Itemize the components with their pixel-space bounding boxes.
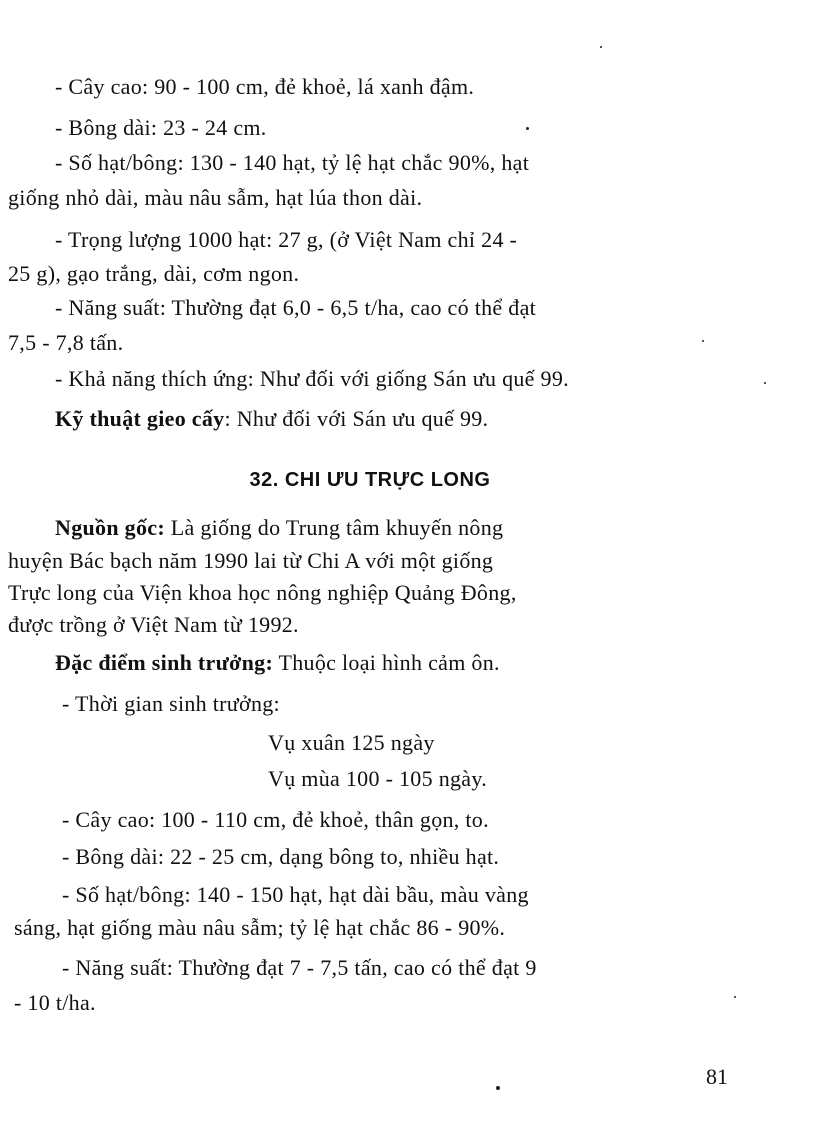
scan-speck xyxy=(734,996,736,998)
text-line: - Năng suất: Thường đạt 7 - 7,5 tấn, cao có thể đạt 9 xyxy=(62,955,537,980)
section-title: 32. CHI ƯU TRỰC LONG xyxy=(249,469,491,491)
text-line: - Cây cao: 100 - 110 cm, đẻ khoẻ, thân gọn, to. xyxy=(62,807,489,832)
origin-label: Nguồn gốc: xyxy=(55,515,165,540)
text-line: Trực long của Viện khoa học nông nghiệp Quảng Đông, xyxy=(8,580,517,605)
text-line: sáng, hạt giống màu nâu sẫm; tỷ lệ hạt chắc 86 - 90%. xyxy=(14,915,506,940)
text-line: - Năng suất: Thường đạt 6,0 - 6,5 t/ha, cao có thể đạt xyxy=(55,295,537,320)
technique-text: : Như đối với Sán ưu quế 99. xyxy=(224,406,489,431)
text-line: huyện Bác bạch năm 1990 lai từ Chi A với một giống xyxy=(8,548,494,573)
growth-paragraph xyxy=(55,648,500,678)
text-line: - Số hạt/bông: 140 - 150 hạt, hạt dài bầu, màu vàng xyxy=(62,882,529,907)
text-line: được trồng ở Việt Nam từ 1992. xyxy=(8,612,299,637)
origin-paragraph xyxy=(55,513,503,543)
growth-label: Đặc điểm sinh trưởng: xyxy=(55,650,274,675)
text-line: giống nhỏ dài, màu nâu sẫm, hạt lúa thon dài. xyxy=(8,185,423,210)
scan-speck xyxy=(496,1086,500,1090)
technique-paragraph xyxy=(55,404,488,434)
text-line: - Bông dài: 22 - 25 cm, dạng bông to, nhiều hạt. xyxy=(62,844,500,869)
growth-text: Thuộc loại hình cảm ôn. xyxy=(273,650,500,675)
page-number: 81 xyxy=(706,1064,728,1089)
text-line: - Cây cao: 90 - 100 cm, đẻ khoẻ, lá xanh đậm. xyxy=(55,74,475,99)
text-line: Vụ xuân 125 ngày xyxy=(268,730,435,755)
scan-speck xyxy=(702,340,704,342)
text-line: Vụ mùa 100 - 105 ngày. xyxy=(268,766,488,791)
text-line: - 10 t/ha. xyxy=(14,990,96,1015)
text-line: - Thời gian sinh trưởng: xyxy=(62,691,280,716)
origin-text: Là giống do Trung tâm khuyến nông xyxy=(164,515,504,540)
text-line: - Số hạt/bông: 130 - 140 hạt, tỷ lệ hạt chắc 90%, hạt xyxy=(55,150,530,175)
text-line: - Bông dài: 23 - 24 cm. xyxy=(55,115,267,140)
scan-speck xyxy=(526,127,529,130)
text-line: 25 g), gạo trắng, dài, cơm ngon. xyxy=(8,261,300,286)
scan-speck xyxy=(764,382,766,384)
text-line: - Trọng lượng 1000 hạt: 27 g, (ở Việt Nam chỉ 24 - xyxy=(55,227,518,252)
text-line: 7,5 - 7,8 tấn. xyxy=(8,330,124,355)
text-line: - Khả năng thích ứng: Như đối với giống Sán ưu quế 99. xyxy=(55,366,569,391)
technique-label: Kỹ thuật gieo cấy xyxy=(55,406,225,431)
scan-speck xyxy=(600,46,602,48)
